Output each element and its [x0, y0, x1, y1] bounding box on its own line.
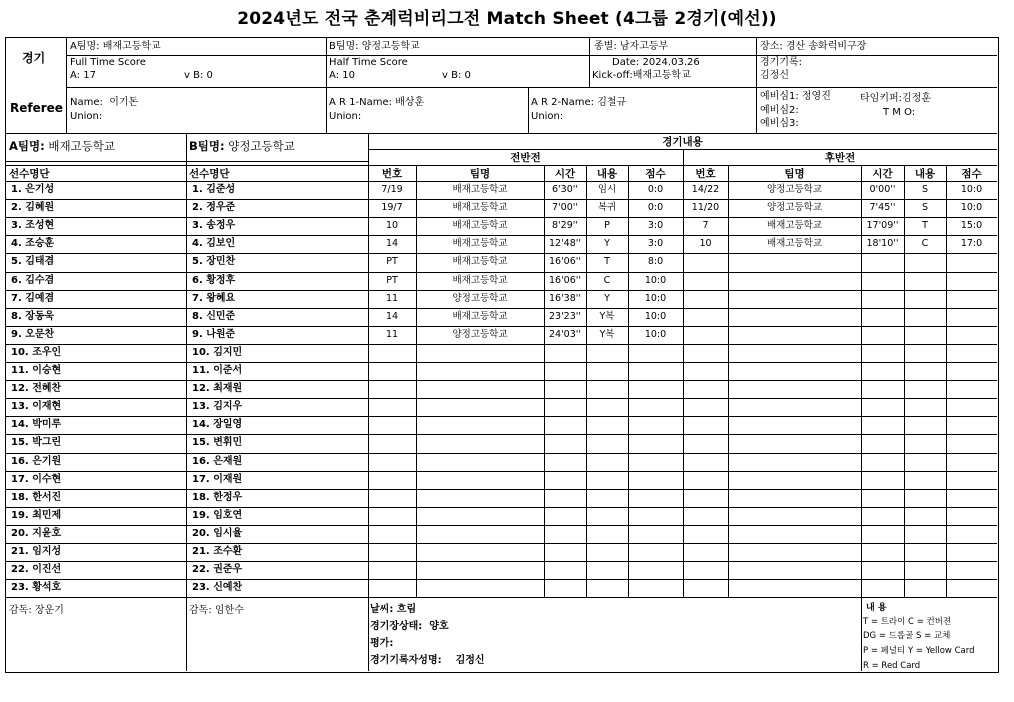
player-a: 12. 전혜찬: [11, 383, 62, 395]
first-half-cell: 복귀: [597, 202, 617, 214]
first-half-cell: 7/19: [381, 184, 403, 195]
col-divider-b: [186, 133, 187, 671]
weather: [370, 604, 416, 616]
first-half-cell: 6'30'': [552, 184, 578, 195]
ar1-value: 배상훈: [395, 97, 425, 108]
team-name-divider: [6, 161, 368, 162]
col-header-second-3: 내용: [914, 168, 936, 180]
first-half-cell: PT: [386, 274, 398, 286]
player-a: 14. 박미루: [11, 419, 62, 431]
team-a-block: [9, 140, 115, 152]
half-time-label: Half Time Score: [329, 57, 408, 68]
first-half-cell: 0:0: [647, 202, 664, 214]
player-a: 8. 장동욱: [11, 310, 55, 322]
player-b: 17. 이재원: [192, 473, 243, 485]
second-half-cell: 0'00'': [869, 184, 896, 195]
players-a-header: 선수명단: [9, 168, 50, 180]
first-half-cell: 양정고등학교: [452, 328, 508, 340]
player-a: 15. 박그린: [11, 437, 62, 449]
first-half-cell: 임시: [597, 184, 617, 195]
player-b: 7. 왕혜요: [192, 292, 236, 304]
player-a: 22. 이진선: [11, 564, 62, 576]
team-b-header: [329, 41, 420, 53]
col-header-second-1: 팀명: [784, 168, 805, 180]
player-b: 1. 김준성: [192, 184, 236, 195]
second-half-cell: 7: [702, 220, 709, 232]
player-b: 4. 김보인: [192, 238, 236, 250]
first-half-cell: Y: [604, 238, 610, 250]
field-label: 경기장상태:: [370, 621, 423, 632]
team-a-value: 배재고등학교: [102, 41, 161, 52]
col-header-first-1: 팀명: [469, 168, 491, 180]
referee-label: Referee: [10, 101, 63, 115]
player-b: 9. 나원준: [192, 328, 236, 340]
second-half-cell: 15:0: [960, 220, 983, 232]
first-half-cell: 배재고등학교: [452, 238, 508, 250]
player-b: 16. 은재원: [192, 455, 243, 467]
first-half-title: 전반전: [510, 152, 541, 164]
recorder-label: 경기기록:: [760, 57, 803, 68]
second-half-cell: 10: [699, 238, 712, 250]
player-a: 11. 이승현: [11, 365, 62, 376]
player-a: 13. 이재현: [11, 401, 62, 413]
first-half-cell: 24'03'': [548, 328, 581, 340]
col-header-second-2: 시간: [872, 168, 893, 180]
timekeeper: 타임키퍼:김정훈: [860, 93, 931, 104]
player-a: 4. 조승훈: [11, 238, 55, 250]
team-a-header: [70, 41, 161, 53]
second-half-cell: 14/22: [691, 184, 720, 195]
game-label: 경기: [22, 51, 46, 65]
second-half-cell: 양정고등학교: [766, 184, 823, 195]
players-b-header: 선수명단: [189, 168, 230, 180]
player-a: 17. 이수현: [11, 473, 62, 485]
legend-line-3: P = 페널티 Y = Yellow Card: [863, 646, 975, 656]
sheet-title: 2024년도 전국 춘계럭비리그전 Match Sheet (4그룹 2경기(예선)): [237, 9, 777, 29]
player-a: 1. 은기성: [11, 184, 55, 195]
second-half-cell: T: [922, 220, 928, 232]
first-half-cell: 3:0: [647, 238, 664, 250]
first-half-cell: 0:0: [647, 184, 664, 195]
team-b-value: 양정고등학교: [361, 41, 420, 52]
recorder-value: 김정신: [760, 70, 789, 81]
first-half-cell: Y: [604, 292, 610, 304]
division-value: 남자고등부: [619, 41, 669, 52]
player-b: 14. 장일영: [192, 419, 243, 431]
player-a: 7. 김예겸: [11, 292, 55, 304]
player-a: 3. 조성현: [11, 220, 55, 232]
team-b-label-main: B팀명:: [189, 139, 225, 153]
first-half-cell: 양정고등학교: [452, 292, 508, 304]
writer-label: 경기기록자성명:: [370, 655, 442, 666]
ar1-union: Union:: [329, 111, 362, 122]
referee-name: [70, 97, 138, 109]
division-label: 종별:: [594, 41, 617, 52]
referee-union: Union:: [70, 111, 103, 122]
second-half-cell: 7'45'': [869, 202, 896, 214]
first-half-cell: 19/7: [381, 202, 403, 214]
player-a: 2. 김혜원: [11, 202, 55, 214]
player-b: 10. 김지민: [192, 346, 243, 358]
full-time-label: Full Time Score: [70, 57, 146, 68]
kickoff-value: 배재고등학교: [632, 70, 691, 81]
first-half-cell: 3:0: [647, 220, 664, 232]
col-header-second-4: 점수: [961, 168, 982, 180]
kickoff: [592, 70, 691, 82]
full-time-a: A: 17: [70, 70, 96, 81]
ar1-label: A R 1-Name:: [329, 97, 392, 108]
second-half-cell: S: [921, 202, 929, 214]
second-half-cell: 10:0: [960, 202, 983, 214]
player-b: 23. 신예찬: [192, 582, 243, 594]
player-b: 5. 장민찬: [192, 256, 236, 268]
first-half-cell: 11: [385, 292, 399, 304]
first-half-cell: 10:0: [644, 274, 667, 286]
division: [594, 41, 668, 53]
referee-name-label: Name:: [70, 97, 103, 108]
second-half-title: 후반전: [824, 152, 856, 164]
reserve2: 예비심2:: [760, 105, 799, 116]
team-b-name-main: 양정고등학교: [228, 139, 295, 153]
player-b: 11. 이준서: [192, 365, 243, 376]
team-b-block: [189, 140, 295, 152]
date-label: Date:: [612, 57, 640, 68]
first-half-cell: 14: [385, 310, 399, 322]
first-half-cell: 10: [385, 220, 399, 232]
player-b: 12. 최재원: [192, 383, 243, 395]
second-half-cell: 11/20: [691, 202, 720, 214]
second-half-cell: 17'09'': [866, 220, 899, 232]
weather-value: 흐림: [396, 604, 417, 615]
first-half-cell: 10:0: [644, 292, 667, 304]
second-half-cell: 10:0: [960, 184, 983, 195]
player-b: 19. 임호연: [192, 509, 243, 521]
first-half-cell: 배재고등학교: [452, 202, 508, 214]
team-a-label: A팀명:: [70, 41, 100, 52]
writer-value: 김정신: [455, 655, 485, 666]
first-half-cell: 11: [385, 328, 399, 340]
field-value: 양호: [429, 621, 449, 632]
first-half-cell: 10:0: [644, 310, 667, 322]
player-b: 18. 한정우: [192, 491, 243, 503]
coach-a: 감독: 장운기: [9, 605, 64, 616]
first-half-cell: 배재고등학교: [452, 274, 508, 286]
first-half-cell: 배재고등학교: [452, 220, 508, 232]
legend-title: 내 용: [866, 603, 887, 613]
weather-label: 날씨:: [370, 604, 394, 615]
date-value: 2024.03.26: [642, 57, 700, 68]
first-half-cell: T: [604, 256, 610, 268]
second-half-cell: 17:0: [960, 238, 983, 250]
player-b: 3. 송정우: [192, 220, 236, 232]
tmo: T M O:: [883, 107, 916, 118]
evaluation-label: 평가:: [370, 638, 394, 649]
ar1: [329, 97, 424, 109]
match-sheet: [5, 37, 999, 673]
player-b: 8. 신민준: [192, 310, 236, 322]
player-b: 21. 조수환: [192, 546, 243, 557]
coach-b: 감독: 임한수: [189, 605, 244, 616]
col-header-first-3: 내용: [596, 168, 618, 180]
player-a: 5. 김태겸: [11, 256, 55, 268]
first-half-cell: P: [604, 220, 610, 232]
ar2: [531, 97, 626, 109]
half-time-a: A: 10: [329, 70, 355, 81]
first-half-cell: 배재고등학교: [452, 256, 508, 268]
col-header-first-0: 번호: [381, 168, 403, 180]
player-a: 16. 은기원: [11, 455, 62, 467]
half-time-b: v B: 0: [442, 70, 471, 81]
player-a: 18. 한서진: [11, 491, 62, 503]
col-header-second-0: 번호: [695, 168, 716, 180]
ar2-union: Union:: [531, 111, 564, 122]
player-a: 20. 지윤호: [11, 527, 62, 539]
team-b-label: B팀명:: [329, 41, 359, 52]
player-b: 13. 김지우: [192, 401, 243, 413]
player-a: 21. 임지성: [11, 546, 62, 557]
first-half-cell: 12'48'': [548, 238, 581, 250]
first-half-cell: 배재고등학교: [452, 310, 508, 322]
col-header-first-2: 시간: [554, 168, 576, 180]
second-half-cell: 18'10'': [866, 238, 899, 250]
venue-value: 경산 송화럭비구장: [785, 41, 867, 52]
field-condition: [370, 621, 449, 633]
writer: [370, 655, 485, 667]
team-a-name-main: 배재고등학교: [48, 139, 116, 153]
venue-label: 장소:: [760, 41, 783, 52]
first-half-cell: PT: [386, 256, 398, 268]
first-half-cell: 8:0: [647, 256, 664, 268]
first-half-cell: 8'29'': [552, 220, 578, 232]
second-half-cell: 배재고등학교: [766, 238, 823, 250]
match-title: 경기내용: [662, 136, 703, 148]
first-half-cell: Y복: [599, 328, 615, 340]
second-half-cell: C: [921, 238, 929, 250]
first-half-cell: Y복: [599, 310, 615, 322]
full-time-b: v B: 0: [184, 70, 213, 81]
col-header-first-4: 점수: [645, 168, 666, 180]
player-a: 9. 오문찬: [11, 328, 55, 340]
date: [612, 57, 700, 69]
reserve1: 예비심1: 정영진: [760, 91, 831, 102]
first-half-cell: 배재고등학교: [452, 184, 508, 195]
referee-name-value: 이기돈: [109, 97, 139, 108]
second-half-cell: 배재고등학교: [766, 220, 823, 232]
first-half-cell: C: [603, 274, 611, 286]
reserve3: 예비심3:: [760, 118, 799, 129]
legend-line-4: R = Red Card: [863, 661, 921, 671]
first-half-cell: 14: [385, 238, 399, 250]
second-half-cell: 양정고등학교: [766, 202, 823, 214]
player-b: 20. 임시율: [192, 527, 243, 539]
player-b: 2. 정우준: [192, 202, 236, 214]
team-a-label-main: A팀명:: [9, 139, 45, 153]
player-b: 6. 황정후: [192, 274, 236, 286]
player-a: 6. 김수겸: [11, 274, 55, 286]
player-a: 19. 최민제: [11, 509, 62, 521]
first-half-cell: 16'38'': [548, 292, 581, 304]
legend-line-1: T = 트라이 C = 컨버젼: [863, 617, 952, 627]
kickoff-label: Kick-off:: [592, 70, 633, 81]
first-half-cell: 16'06'': [548, 274, 581, 286]
second-half-cell: S: [921, 184, 929, 195]
player-a: 10. 조우인: [11, 346, 62, 358]
player-b: 22. 권준우: [192, 564, 243, 576]
venue: [760, 41, 866, 53]
legend-line-2: DG = 드롭골 S = 교체: [863, 631, 951, 641]
first-half-cell: 23'23'': [548, 310, 581, 322]
ar2-label: A R 2-Name:: [531, 97, 594, 108]
ar2-value: 김철규: [597, 97, 627, 108]
first-half-cell: 7'00'': [552, 202, 578, 214]
first-half-cell: 16'06'': [548, 256, 581, 268]
player-a: 23. 황석호: [11, 582, 62, 594]
first-half-cell: 10:0: [644, 328, 667, 340]
player-b: 15. 변휘민: [192, 437, 243, 449]
